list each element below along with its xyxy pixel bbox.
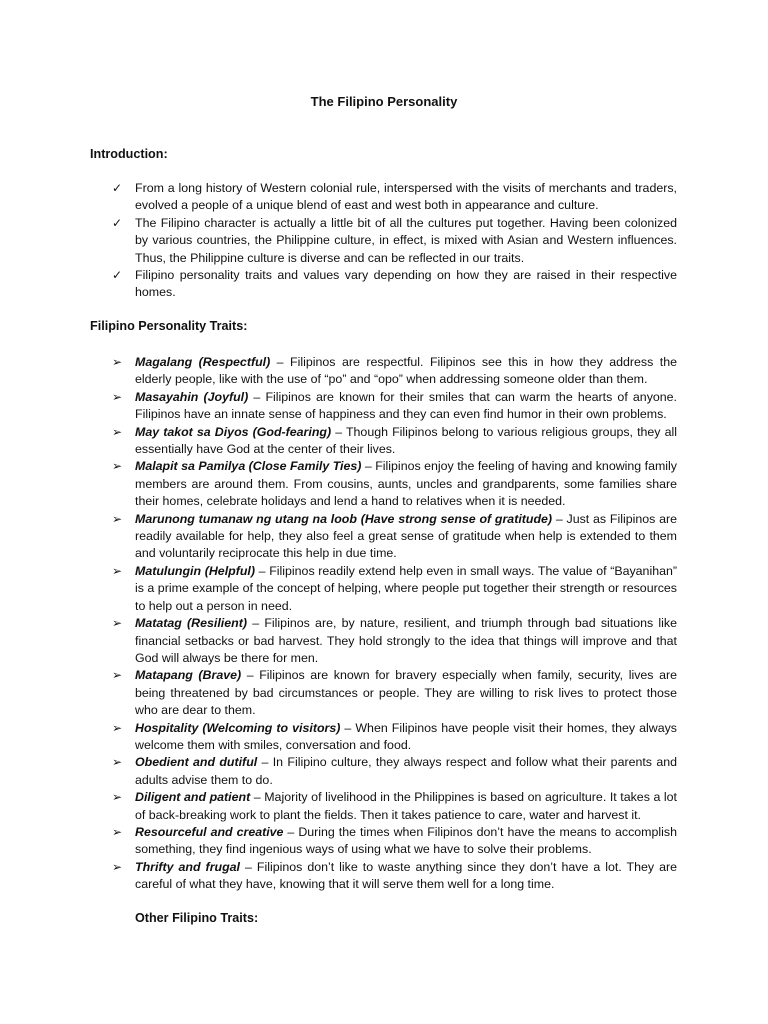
trait-dash: – <box>239 859 257 874</box>
intro-list-item <box>0 215 677 267</box>
trait-description: Though Filipinos belong to various religious groups, they all essentially have God at the center of their lives. <box>135 424 677 457</box>
trait-term: Magalang (Respectful) <box>135 355 271 369</box>
trait-dash: – <box>270 355 291 369</box>
trait-description: Filipinos don’t like to waste anything since they don’t have a lot. They are careful of what they have, knowing that it will serve them well for a long time. <box>135 859 677 892</box>
trait-dash: – <box>283 824 299 839</box>
trait-list-item <box>0 789 677 824</box>
trait-term: Matapang (Brave) <box>135 668 242 683</box>
trait-description: Filipinos readily extend help even in small ways. The value of “Bayanihan” is a prime example of the concept of helping, where people put together their strength or resources to help out a person in need. <box>135 563 678 613</box>
document-title: The Filipino Personality <box>310 94 458 109</box>
arrow-bullet-icon: ➢ <box>112 424 123 439</box>
trait-list-item <box>0 720 677 755</box>
traits-list <box>0 354 677 894</box>
trait-term: Diligent and patient <box>135 790 251 805</box>
trait-dash: – <box>254 563 270 578</box>
checkmark-icon: ✓ <box>112 215 123 230</box>
trait-term: Thrifty and frugal <box>135 859 240 874</box>
trait-dash: – <box>246 616 265 631</box>
trait-list-item <box>0 563 677 615</box>
trait-description: When Filipinos have people visit their homes, they always welcome them with smiles, conversation and food. <box>135 720 677 752</box>
trait-list-item <box>0 458 677 510</box>
arrow-bullet-icon: ➢ <box>112 859 123 874</box>
trait-dash: – <box>248 389 266 404</box>
arrow-bullet-icon: ➢ <box>112 616 123 631</box>
arrow-bullet-icon: ➢ <box>112 563 123 578</box>
trait-description: Filipinos are respectful. Filipinos see this in how they address the elderly people, like with the use of “po” and “opo” when addressing someone older than them. <box>135 355 678 387</box>
trait-description: Filipinos are known for their smiles that can warm the hearts of anyone. Filipinos have an innate sense of happiness and they can even find humor in their own problems. <box>135 389 678 422</box>
trait-list-item <box>0 389 677 424</box>
trait-list-item <box>0 667 677 719</box>
trait-description: In Filipino culture, they always respect and follow what their parents and adults advise them to do. <box>135 755 677 787</box>
trait-dash: – <box>340 720 356 735</box>
introduction-list <box>0 180 677 302</box>
trait-term: Obedient and dutiful <box>135 755 258 770</box>
trait-term: Marunong tumanaw ng utang na loob (Have strong sense of gratitude) <box>135 511 553 526</box>
trait-term: May takot sa Diyos (God-fearing) <box>135 424 332 439</box>
trait-description: Filipinos enjoy the feeling of having and knowing family members are around them. From cousins, aunts, uncles and grandparents, some families share their homes, celebrate holidays and lend a hand to relatives when it is needed. <box>135 459 678 509</box>
intro-list-item <box>0 180 677 215</box>
intro-item-text: Filipino personality traits and values vary depending on how they are raised in their respective homes. <box>135 268 677 300</box>
trait-dash: – <box>361 459 376 474</box>
trait-term: Hospitality (Welcoming to visitors) <box>135 720 341 735</box>
trait-description: Filipinos are, by nature, resilient, and triumph through bad situations like financial setbacks or bad harvest. They hold strongly to the idea that things will improve and that God will always be there for men. <box>135 616 678 665</box>
trait-list-item <box>0 754 677 789</box>
arrow-bullet-icon: ➢ <box>112 668 123 683</box>
trait-dash: – <box>241 668 260 683</box>
trait-dash: – <box>552 511 567 526</box>
trait-description: Just as Filipinos are readily available for help, they also feel a great sense of gratitude when help is extended to them and voluntarily reciprocate this help in due time. <box>135 511 678 561</box>
arrow-bullet-icon: ➢ <box>112 790 123 805</box>
trait-term: Matatag (Resilient) <box>135 616 247 631</box>
arrow-bullet-icon: ➢ <box>112 389 123 404</box>
trait-list-item <box>0 824 677 859</box>
trait-description: During the times when Filipinos don’t have the means to accomplish something, they find ingenious ways of using what we have to solve their problems. <box>135 824 677 857</box>
trait-term: Resourceful and creative <box>135 824 284 839</box>
intro-item-text: From a long history of Western colonial rule, interspersed with the visits of merchants and traders, evolved a people of a unique blend of east and west both in appearance and culture. <box>135 181 677 213</box>
trait-dash: – <box>250 790 265 805</box>
trait-dash: – <box>257 755 273 770</box>
checkmark-icon: ✓ <box>112 181 123 195</box>
trait-list-item <box>0 424 677 459</box>
trait-term: Malapit sa Pamilya (Close Family Ties) <box>135 459 362 474</box>
arrow-bullet-icon: ➢ <box>112 511 123 526</box>
arrow-bullet-icon: ➢ <box>112 355 123 369</box>
checkmark-icon: ✓ <box>112 268 123 283</box>
trait-description: Filipinos are known for bravery especially when family, security, lives are being threatened by bad circumstances or people. They are willing to risk lives to protect those who are dear to them. <box>135 668 677 718</box>
traits-heading: Filipino Personality Traits: <box>90 319 248 333</box>
introduction-heading: Introduction: <box>90 147 168 161</box>
other-traits-heading: Other Filipino Traits: <box>135 911 259 925</box>
trait-term: Matulungin (Helpful) <box>135 563 255 578</box>
intro-item-text: The Filipino character is actually a little bit of all the cultures put together. Having been colonized by various countries, the Philippine culture, in effect, is mixed with Asian and Western influences. Thus, the Philippine culture is diverse and can be reflected in our traits. <box>135 215 677 265</box>
arrow-bullet-icon: ➢ <box>112 720 123 735</box>
trait-dash: – <box>331 424 346 439</box>
intro-list-item <box>0 267 677 302</box>
trait-list-item <box>0 354 677 389</box>
arrow-bullet-icon: ➢ <box>112 755 123 770</box>
trait-list-item <box>0 511 677 563</box>
arrow-bullet-icon: ➢ <box>112 824 123 839</box>
trait-list-item <box>0 859 677 894</box>
trait-term: Masayahin (Joyful) <box>135 389 249 404</box>
arrow-bullet-icon: ➢ <box>112 459 123 474</box>
trait-list-item <box>0 615 677 667</box>
trait-description: Majority of livelihood in the Philippines is based on agriculture. It takes a lot of back-breaking work to plant the fields. Then it takes patience to care, water and harvest it. <box>135 790 677 822</box>
